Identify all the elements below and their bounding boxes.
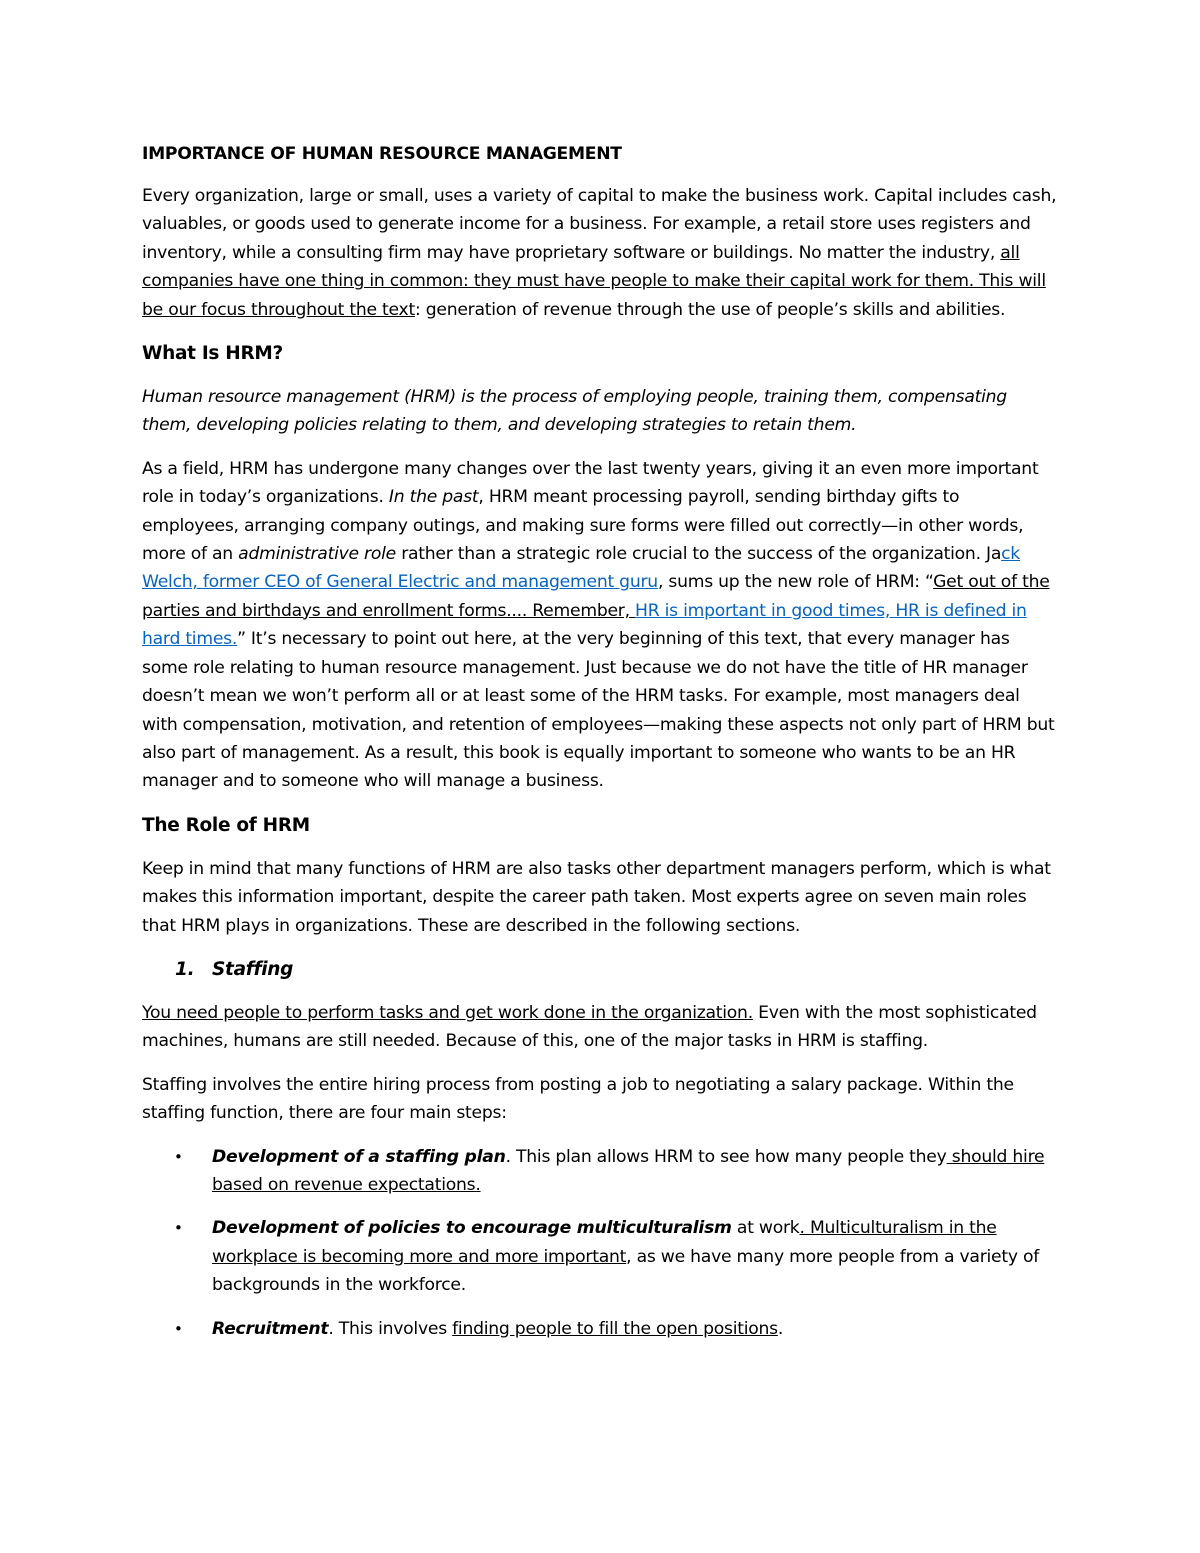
intro-paragraph [142, 182, 1060, 324]
bullet-underlined-text: should hire based on revenue expectations. [212, 1146, 1045, 1195]
list-item [142, 1315, 1060, 1343]
bullet-text: . This plan allows HRM to see how many people they [505, 1146, 947, 1167]
hrm-definition: Human resource management (HRM) is the process of employing people, training them, compensating them, developing policies relating to them, and developing strategies to retain them. [142, 387, 1007, 436]
hr-important-link[interactable]: HR is important in good times, HR is defined in hard times. [142, 600, 1027, 650]
document-page [142, 140, 1060, 1358]
intro-underlined-text: all companies have one thing in common: they must have people to make their capital work for them. This will be our focus throughout the text [142, 242, 1046, 320]
bullet-term: Development of a staffing plan [212, 1146, 506, 1167]
bullet-text-end: . [777, 1318, 784, 1339]
bullet-icon: • [174, 1219, 183, 1238]
heading-what-is-hrm: What Is HRM? [142, 343, 283, 365]
document-title: IMPORTANCE OF HUMAN RESOURCE MANAGEMENT [142, 144, 622, 164]
bullet-icon: • [174, 1319, 183, 1338]
staffing-steps-list [142, 1143, 1060, 1343]
bullet-term: Recruitment [212, 1318, 329, 1339]
staffing-text: Even with the most sophisticated machines, humans are still needed. Because of this, one of the major tasks in HRM is staffing. [142, 1002, 1037, 1052]
field-text: ” It’s necessary to point out here, at the very beginning of this text, that every manager has some role relating to human resource management. Just because we do not have the title of HR manager doesn’t mean we won’t perform all or at least some of the HRM tasks. For example, most managers deal with compensation, motivation, and retention of employees—making these aspects not only part of HRM but also part of management. As a result, this book is equally important to someone who wants to be an HR manager and to someone who will manage a business. [142, 629, 1055, 792]
field-text: , HRM meant processing payroll, sending birthday gifts to employees, arranging company outings, and making sure forms were filled out correctly—in other words, more of an [142, 487, 1024, 565]
role-paragraph: Keep in mind that many functions of HRM are also tasks other department managers perform, which is what makes this information important, despite the career path taken. Most experts agree on seven main roles that HRM plays in organizations. These are described in the following sections. [142, 858, 1051, 936]
administrative-role-italic: administrative role [238, 544, 396, 565]
in-the-past-italic: In the past [388, 487, 479, 508]
bullet-underlined-text: finding people to fill the open positions [452, 1318, 778, 1339]
list-item [142, 1214, 1060, 1299]
field-paragraph [142, 455, 1060, 796]
staffing-paragraph-2: Staffing involves the entire hiring process from posting a job to negotiating a salary package. Within the staffing function, there are four main steps: [142, 1074, 1014, 1124]
bullet-text: . This involves [328, 1318, 453, 1339]
bullet-term: Development of policies to encourage multiculturalism [212, 1218, 732, 1239]
intro-text: Every organization, large or small, uses a variety of capital to make the business work. Capital includes cash, valuables, or goods used to generate income for a business. For example, a retail store uses registers and inventory, while a consulting firm may have proprietary software or buildings. No matter the industry, [142, 186, 1057, 263]
field-text: , sums up the new role of HRM: “ [657, 572, 934, 593]
list-number: 1. [175, 958, 195, 980]
staffing-paragraph-1 [142, 999, 1060, 1056]
staffing-label: Staffing [212, 958, 294, 980]
welch-quote-underlined: Get out of the parties and birthdays and enrollment forms.... Remember, [142, 572, 1050, 621]
heading-role-of-hrm: The Role of HRM [142, 814, 310, 836]
staffing-heading [142, 955, 1060, 985]
intro-text-end: : generation of revenue through the use of people’s skills and abilities. [414, 299, 1006, 320]
field-text: rather than a strategic role crucial to the success of the organization. Ja [395, 544, 1002, 565]
jack-welch-link[interactable]: ck Welch, former CEO of General Electric and management guru [142, 544, 1021, 593]
bullet-text: at work [731, 1218, 800, 1239]
list-item [142, 1143, 1060, 1200]
bullet-underlined-text: . Multiculturalism in the workplace is becoming more and more important [212, 1218, 997, 1267]
field-text: As a field, HRM has undergone many changes over the last twenty years, giving it an even more important role in today’s organizations. [142, 458, 1039, 508]
staffing-underlined-text: You need people to perform tasks and get work done in the organization. [142, 1002, 753, 1023]
bullet-text-end: , as we have many more people from a variety of backgrounds in the workforce. [212, 1246, 1040, 1296]
bullet-icon: • [174, 1147, 183, 1166]
